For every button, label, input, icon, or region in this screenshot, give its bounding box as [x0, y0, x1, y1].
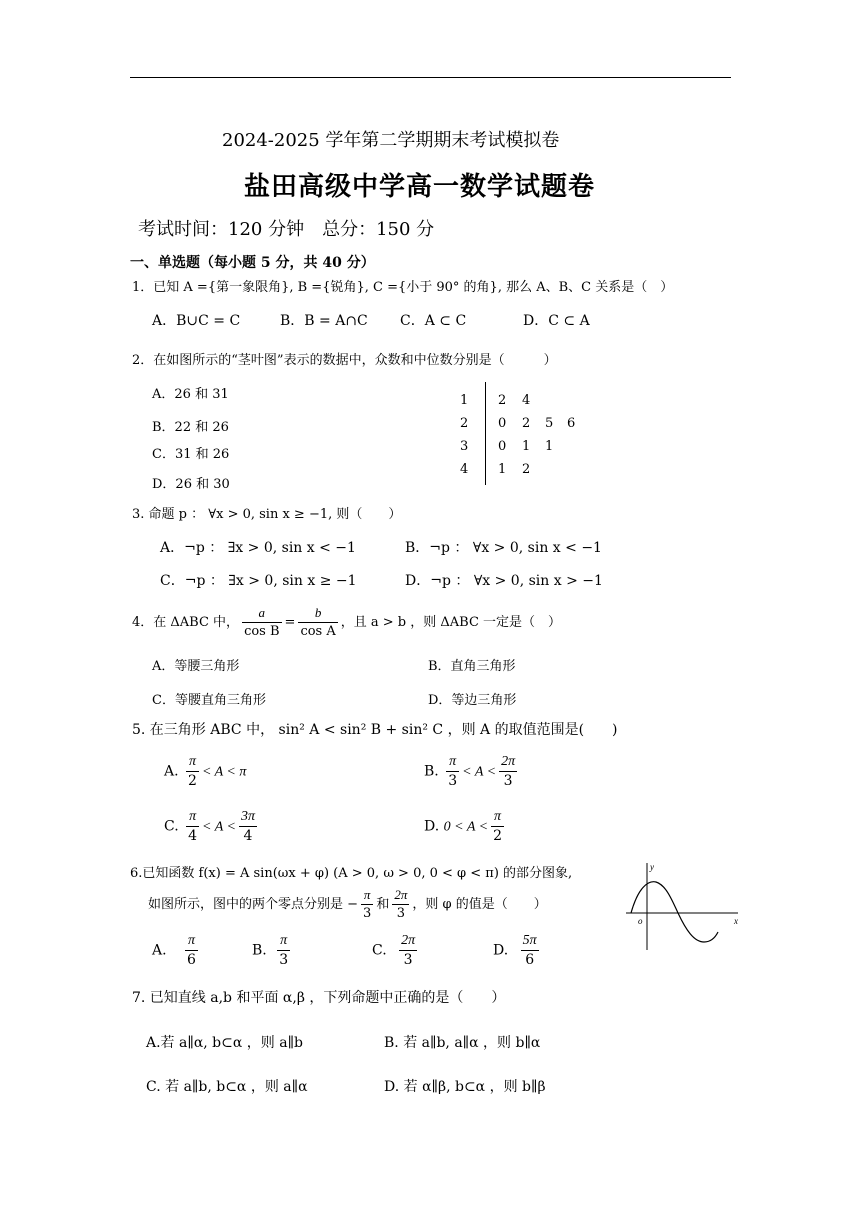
q6-option-c [372, 932, 420, 969]
fraction-denominator: 3 [279, 952, 289, 968]
option-label: C. [164, 818, 179, 835]
fraction [521, 932, 539, 969]
q2-option-a: A．26 和 31 [152, 387, 229, 402]
fraction-numerator: 2π [392, 886, 409, 905]
fraction [399, 932, 417, 969]
fraction-numerator: π [185, 932, 198, 951]
q6-option-a [152, 932, 201, 969]
fraction [392, 886, 409, 923]
q1-option-b: B．B = A∩C [280, 313, 368, 329]
option-text: < A < π [201, 764, 247, 780]
q2-option-b: B．22 和 26 [152, 420, 229, 435]
q6-text: ，则 φ 的值是（ ） [412, 897, 547, 912]
option-label: C. [372, 942, 387, 959]
option-label: B. [424, 763, 439, 780]
leaf-value: 0 [498, 439, 507, 454]
fraction [446, 753, 459, 790]
fraction-denominator: 2 [493, 828, 503, 844]
option-text: < A < [462, 764, 497, 780]
stem-leaf-divider [485, 382, 486, 485]
fraction-numerator: π [186, 808, 199, 827]
q7-option-d: D. 若 α∥β, b⊂α ，则 b∥β [384, 1079, 546, 1095]
option-label: A. [164, 763, 179, 780]
option-text: 0 < A < [443, 819, 489, 835]
sine-graph [620, 858, 750, 953]
fraction [186, 808, 199, 845]
origin-label: o [638, 916, 643, 926]
stem-value: 1 [460, 393, 469, 408]
q7-option-a: A.若 a∥α, b⊂α ，则 a∥b [146, 1035, 304, 1051]
q6-option-d [493, 932, 542, 969]
fraction-denominator: 6 [187, 952, 196, 968]
section-heading: 一、单选题（每小题 5 分，共 40 分） [130, 255, 375, 271]
q1-option-d: D．C ⊂ A [523, 313, 590, 329]
leaf-value: 2 [522, 462, 531, 477]
stem-value: 2 [460, 416, 469, 431]
q4-suffix: ，且 a > b ，则 ΔABC 一定是（ ） [340, 615, 562, 630]
fraction-numerator: b [298, 604, 337, 623]
fraction-denominator: 3 [503, 773, 513, 789]
q6-option-b [252, 932, 293, 969]
fraction [186, 753, 199, 790]
q6-text: 和 [376, 897, 390, 912]
q4-option-d: D．等边三角形 [428, 693, 517, 708]
top-rule [130, 77, 731, 78]
fraction-numerator: π [491, 808, 504, 827]
q3-option-c: C．¬p ： ∃x > 0, sin x ≥ −1 [160, 573, 357, 589]
q3-option-a: A．¬p ： ∃x > 0, sin x < −1 [160, 540, 356, 556]
fraction-denominator: 3 [403, 952, 413, 968]
q3-option-d: D．¬p ： ∀x > 0, sin x > −1 [405, 573, 603, 589]
stem-value: 4 [460, 462, 469, 477]
leaf-value: 1 [522, 439, 531, 454]
fraction-denominator: 3 [448, 773, 458, 789]
q3-option-b: B．¬p ： ∀x > 0, sin x < −1 [405, 540, 602, 556]
fraction-numerator: π [361, 886, 373, 905]
leaf-value: 5 [545, 416, 554, 431]
sine-curve [631, 882, 718, 942]
q4-prefix: 4．在 ΔABC 中， [132, 615, 240, 630]
fraction-numerator: π [186, 753, 199, 772]
leaf-value: 4 [522, 393, 531, 408]
q5-option-c [164, 808, 260, 845]
question-4-stem [132, 604, 561, 641]
question-5-stem: 5. 在三角形 ABC 中， sin² A < sin² B + sin² C ，则 A 的取值范围是( ) [132, 722, 618, 738]
fraction-numerator: π [446, 753, 459, 772]
question-6-line-2 [148, 886, 547, 923]
q4-option-b: B．直角三角形 [428, 659, 516, 674]
q4-fraction-a [242, 604, 281, 641]
question-2-stem: 2．在如图所示的“茎叶图”表示的数据中，众数和中位数分别是（ ） [132, 353, 557, 368]
question-3-stem: 3. 命题 p ： ∀x > 0, sin x ≥ −1, 则（ ） [132, 507, 402, 522]
q4-fraction-b [298, 604, 337, 641]
q4-option-c: C．等腰直角三角形 [152, 693, 266, 708]
question-6-line-1: 6.已知函数 f(x) = A sin(ωx + φ) (A > 0, ω > 0, 0 < φ < π) 的部分图象, [130, 866, 573, 881]
q4-option-a: A．等腰三角形 [152, 659, 240, 674]
equals-sign: = [284, 615, 296, 630]
leaf-value: 2 [498, 393, 507, 408]
fraction-denominator: 3 [396, 906, 405, 921]
question-7-stem: 7. 已知直线 a,b 和平面 α,β ，下列命题中正确的是（ ） [132, 990, 506, 1006]
fraction-numerator: a [242, 604, 281, 623]
q2-option-d: D．26 和 30 [152, 477, 230, 492]
fraction-denominator: 2 [188, 773, 197, 789]
y-axis-label: y [650, 862, 654, 872]
fraction [491, 808, 504, 845]
q1-option-c: C．A ⊂ C [400, 313, 467, 329]
leaf-value: 0 [498, 416, 507, 431]
fraction [277, 932, 290, 969]
fraction [185, 932, 198, 969]
fraction-numerator: 2π [499, 753, 517, 772]
question-1-stem: 1．已知 A ={第一象限角}, B ={锐角}, C ={小于 90° 的角}, 那么 A、B、C 关系是（ ） [132, 280, 674, 295]
fraction-denominator: 3 [363, 906, 372, 921]
q5-option-a [164, 753, 246, 790]
q5-option-b [424, 753, 520, 790]
fraction-denominator: 4 [188, 828, 198, 844]
fraction-denominator: cos B [244, 624, 280, 639]
stem-value: 3 [460, 439, 469, 454]
exam-title: 盐田高级中学高一数学试题卷 [244, 172, 596, 202]
q5-option-d [424, 808, 507, 845]
q7-option-c: C. 若 a∥b, b⊂α ，则 a∥α [146, 1079, 308, 1095]
fraction-numerator: 2π [399, 932, 417, 951]
exam-subtitle: 2024-2025 学年第二学期期末考试模拟卷 [222, 130, 560, 151]
fraction-numerator: π [277, 932, 290, 951]
leaf-value: 6 [567, 416, 576, 431]
q1-option-a: A．B∪C = C [152, 313, 241, 329]
fraction-denominator: 4 [243, 828, 253, 844]
option-label: B. [252, 942, 267, 959]
fraction-denominator: cos A [300, 624, 336, 639]
leaf-value: 1 [545, 439, 554, 454]
fraction [239, 808, 257, 845]
option-label: D. [493, 942, 509, 959]
q6-text: 如图所示，图中的两个零点分别是 − [148, 897, 359, 912]
fraction-denominator: 6 [525, 952, 535, 968]
option-label: D. [424, 818, 440, 835]
q2-option-c: C．31 和 26 [152, 447, 230, 462]
x-axis-label: x [734, 916, 738, 926]
option-label: A. [152, 942, 167, 959]
exam-info: 考试时间：120 分钟 总分：150 分 [138, 219, 435, 240]
fraction [499, 753, 517, 790]
option-text: < A < [202, 819, 236, 835]
leaf-value: 2 [522, 416, 531, 431]
fraction [361, 886, 373, 923]
fraction-numerator: 5π [521, 932, 539, 951]
q7-option-b: B. 若 a∥b, a∥α ，则 b∥α [384, 1035, 541, 1051]
fraction-numerator: 3π [239, 808, 257, 827]
leaf-value: 1 [498, 462, 507, 477]
